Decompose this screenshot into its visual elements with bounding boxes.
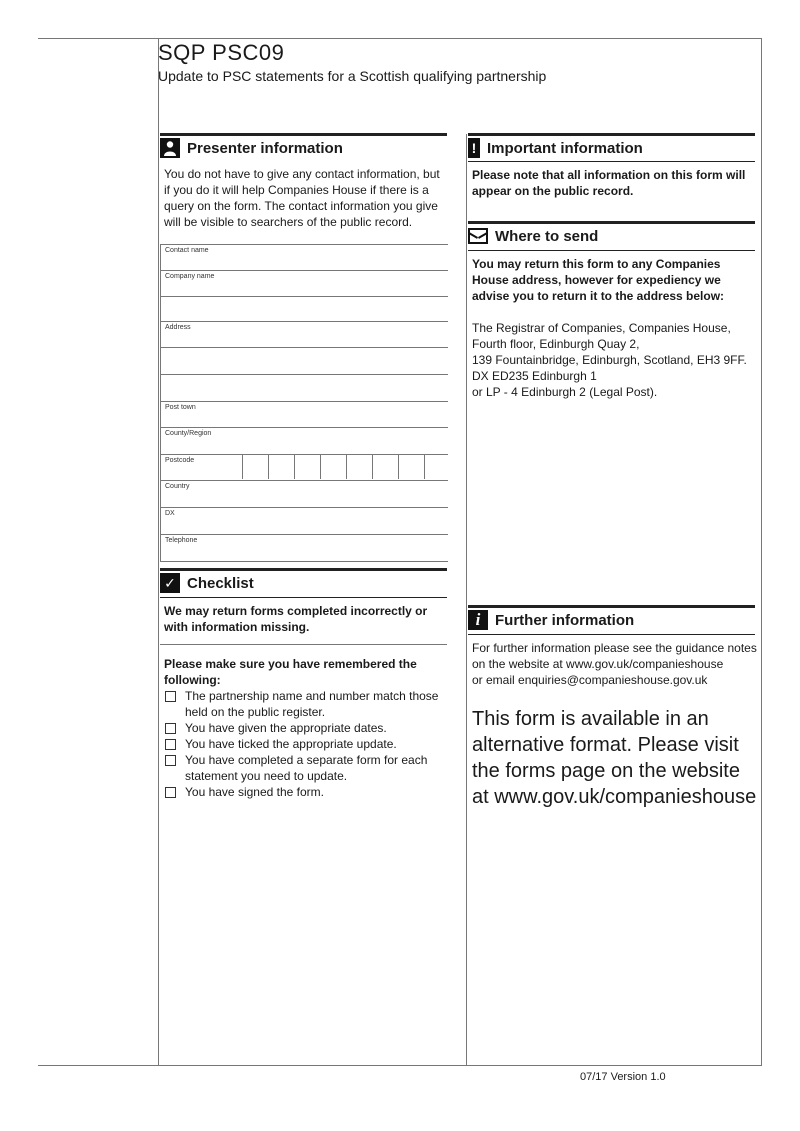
checklist-item[interactable]: [164, 688, 444, 720]
postcode-box-2[interactable]: [268, 455, 293, 479]
checklist-heading-text: Checklist: [187, 574, 254, 592]
post-town-field[interactable]: [160, 401, 448, 428]
checklist-item[interactable]: [164, 720, 444, 736]
checklist-item[interactable]: [164, 736, 444, 752]
checkbox-icon[interactable]: [165, 755, 176, 766]
further-line: or email enquiries@companieshouse.gov.uk: [472, 673, 708, 687]
checklist-item-text: The partnership name and number match those held on the public register.: [185, 689, 439, 719]
further-heading: [468, 605, 755, 632]
county-label: County/Region: [165, 430, 212, 437]
checklist-items: [164, 688, 444, 800]
dx-field[interactable]: [160, 507, 448, 535]
postcode-box-3[interactable]: [294, 455, 319, 479]
telephone-label: Telephone: [165, 537, 198, 544]
postcode-field[interactable]: [160, 454, 448, 481]
info-icon: i: [468, 610, 488, 630]
presenter-heading-text: Presenter information: [187, 139, 343, 157]
checklist-heading: [160, 568, 447, 595]
checkmark-icon: ✓: [160, 573, 180, 593]
bottom-rule: [38, 1065, 762, 1066]
alternative-format-notice: This form is available in an alternative format. Please visit the forms page on the website at www.gov.uk/companieshouse: [472, 708, 757, 808]
important-heading: [468, 133, 755, 160]
country-field[interactable]: [160, 480, 448, 508]
postcode-label: Postcode: [165, 457, 195, 464]
checklist-item-text: You have signed the form.: [185, 785, 324, 799]
top-rule: [38, 38, 762, 39]
checklist-warning-rule: [160, 644, 447, 645]
registrar-address: [472, 320, 760, 400]
checklist-intro: Please make sure you have remembered the following:: [164, 657, 417, 687]
postcode-box-8[interactable]: [424, 455, 449, 479]
checklist-item[interactable]: [164, 752, 444, 784]
presenter-intro: You do not have to give any contact information, but if you do it will help Companies House if there is a query on the form. The contact information you give will be visible to searchers of the public record.: [164, 167, 440, 229]
company-name-label: Company name: [165, 273, 215, 280]
further-text: [472, 640, 762, 688]
checkbox-icon[interactable]: [165, 691, 176, 702]
version-label: 07/17 Version 1.0: [580, 1071, 666, 1083]
company-name-field[interactable]: [160, 270, 448, 297]
where-to-send-heading: [468, 221, 755, 248]
address-field[interactable]: [160, 321, 448, 348]
checkbox-icon[interactable]: [165, 723, 176, 734]
post-town-label: Post town: [165, 404, 196, 411]
important-heading-text: Important information: [487, 139, 643, 157]
checklist-warning: We may return forms completed incorrectly or with information missing.: [164, 604, 428, 634]
checkbox-icon[interactable]: [165, 739, 176, 750]
further-head-rule: [468, 634, 755, 635]
checklist-item-text: You have ticked the appropriate update.: [185, 737, 397, 751]
country-label: Country: [165, 483, 190, 490]
postcode-box-6[interactable]: [372, 455, 397, 479]
address-line: The Registrar of Companies, Companies House,: [472, 321, 731, 335]
where-head-rule: [468, 250, 755, 251]
exclamation-icon: !: [468, 138, 480, 158]
postcode-box-5[interactable]: [346, 455, 371, 479]
right-frame: [761, 38, 762, 1065]
envelope-icon: [468, 228, 488, 244]
contact-name-label: Contact name: [165, 247, 209, 254]
postcode-box-7[interactable]: [398, 455, 423, 479]
telephone-field[interactable]: [160, 534, 448, 562]
important-head-rule: [468, 161, 755, 162]
postcode-box-1[interactable]: [242, 455, 267, 479]
address-label: Address: [165, 324, 191, 331]
form-title: Update to PSC statements for a Scottish qualifying partnership: [158, 68, 547, 84]
left-frame: [158, 38, 159, 1065]
company-name-field-2[interactable]: [160, 296, 448, 322]
checklist-item-text: You have given the appropriate dates.: [185, 721, 387, 735]
further-line: For further information please see the guidance notes: [472, 641, 757, 655]
checklist-head-rule: [160, 597, 447, 598]
address-line: 139 Fountainbridge, Edinburgh, Scotland, EH3 9FF.: [472, 353, 747, 367]
address-line: Fourth floor, Edinburgh Quay 2,: [472, 337, 640, 351]
further-line: on the website at www.gov.uk/companieshouse: [472, 657, 724, 671]
contact-name-field[interactable]: [160, 244, 448, 271]
postcode-box-4[interactable]: [320, 455, 345, 479]
important-text: Please note that all information on this form will appear on the public record.: [472, 168, 746, 198]
checkbox-icon[interactable]: [165, 787, 176, 798]
address-field-2[interactable]: [160, 347, 448, 375]
column-divider: [466, 134, 467, 1065]
further-heading-text: Further information: [495, 611, 635, 629]
presenter-heading: [160, 133, 447, 160]
address-line: DX ED235 Edinburgh 1: [472, 369, 597, 383]
form-code: SQP PSC09: [158, 40, 285, 65]
address-line: or LP - 4 Edinburgh 2 (Legal Post).: [472, 385, 658, 399]
where-to-send-intro: You may return this form to any Companies House address, however for expediency we advise you to return it to the address below:: [472, 257, 725, 303]
address-field-3[interactable]: [160, 374, 448, 402]
where-to-send-heading-text: Where to send: [495, 227, 599, 245]
checklist-item[interactable]: [164, 784, 444, 800]
checklist-item-text: You have completed a separate form for each statement you need to update.: [185, 753, 428, 783]
dx-label: DX: [165, 510, 175, 517]
county-field[interactable]: [160, 427, 448, 455]
person-icon: [160, 138, 180, 158]
